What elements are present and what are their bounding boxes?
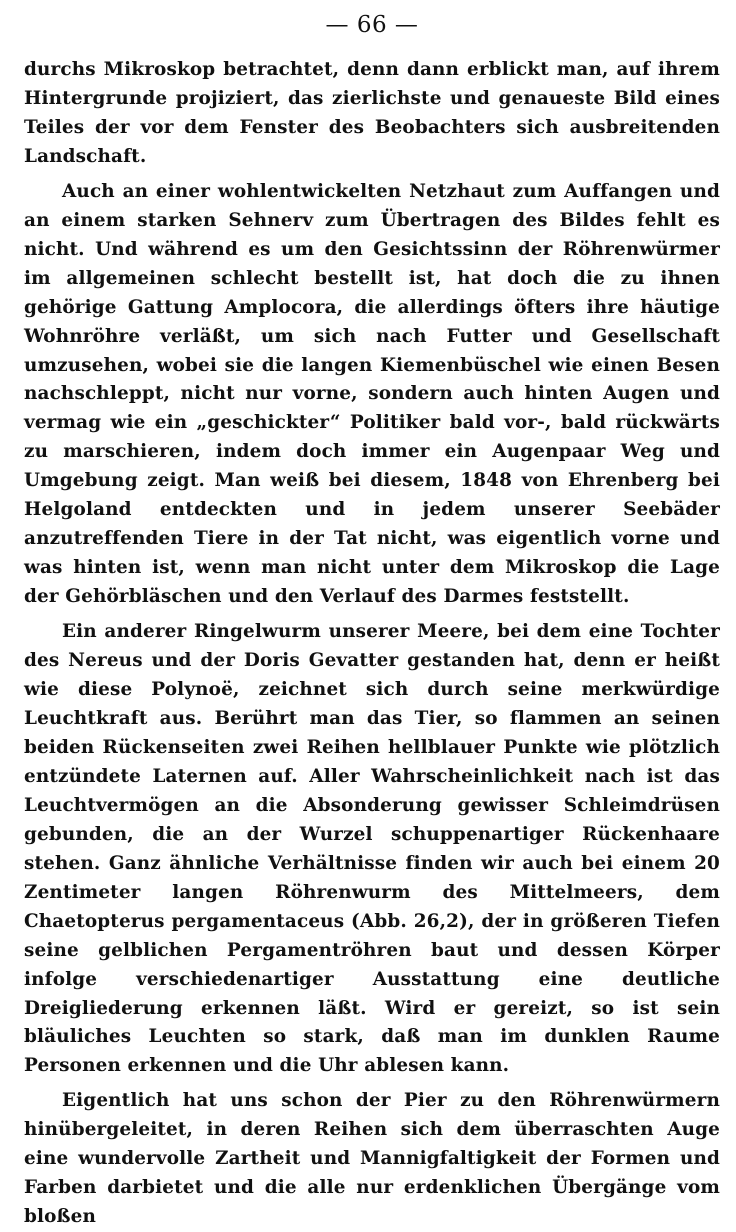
paragraph-4: Eigentlich hat uns schon der Pier zu den Röhrenwürmern hinübergeleitet, in deren Reihen sich dem überraschten Auge eine wundervolle Zartheit und Mannigfaltigkeit der Formen und Farben darbietet und die alle nur erdenklichen Übergänge vom bloßen (24, 1090, 720, 1228)
paragraph-2: Auch an einer wohlentwickelten Netzhaut zum Auffangen und an einem starken Sehnerv zum Übertragen des Bildes fehlt es nicht. Und während es um den Gesichtssinn der Röhrenwürmer im allgemeinen schlecht bestellt ist, hat doch die zu ihnen gehörige Gattung Amplocora, die allerdings öfters ihre häutige Wohnröhre verläßt, um sich nach Futter und Gesellschaft umzusehen, wobei sie die langen Kiemenbüschel wie einen Besen nachschleppt, nicht nur vorne, sondern auch hinten Augen und vermag wie ein „geschickter“ Politiker bald vor-, bald rückwärts zu marschieren, indem doch immer ein Augenpaar Weg und Umgebung zeigt. Man weiß bei diesem, 1848 von Ehrenberg bei Helgoland entdeckten und in jedem unserer Seebäder anzutreffenden Tiere in der Tat nicht, was eigentlich vorne und was hinten ist, wenn man nicht unter dem Mikroskop die Lage der Gehörbläschen und den Verlauf des Darmes feststellt. (24, 180, 720, 608)
paragraph-3: Ein anderer Ringelwurm unserer Meere, bei dem eine Tochter des Nereus und der Doris Gevatter gestanden hat, denn er heißt wie diese Polynoë, zeichnet sich durch seine merkwürdige Leuchtkraft aus. Berührt man das Tier, so flammen an seinen beiden Rückenseiten zwei Reihen hellblauer Punkte wie plötzlich entzündete Laternen auf. Aller Wahrscheinlichkeit nach ist das Leuchtvermögen an die Absonderung gewisser Schleimdrüsen gebunden, die an der Wurzel schuppenartiger Rückenhaare stehen. Ganz ähnliche Verhältnisse finden wir auch bei einem 20 Zentimeter langen Röhrenwurm des Mittelmeers, dem Chaetopterus pergamentaceus (Abb. 26,2), der in größeren Tiefen seine gelblichen Pergamentröhren baut und dessen Körper infolge verschiedenartiger Ausstattung eine deutliche Dreigliederung erkennen läßt. Wird er gereizt, so ist sein bläuliches Leuchten so stark, daß man im dunklen Raume Personen erkennen und die Uhr ablesen kann. (24, 621, 720, 1077)
paragraph-1: durchs Mikroskop betrachtet, denn dann erblickt man, auf ihrem Hintergrunde projiziert, das zierlichste und genaueste Bild eines Teiles der vor dem Fenster des Beobachters sich ausbreitenden Landschaft. (24, 59, 720, 167)
book-page (24, 8, 720, 1228)
page-number: — 66 — (325, 12, 419, 38)
